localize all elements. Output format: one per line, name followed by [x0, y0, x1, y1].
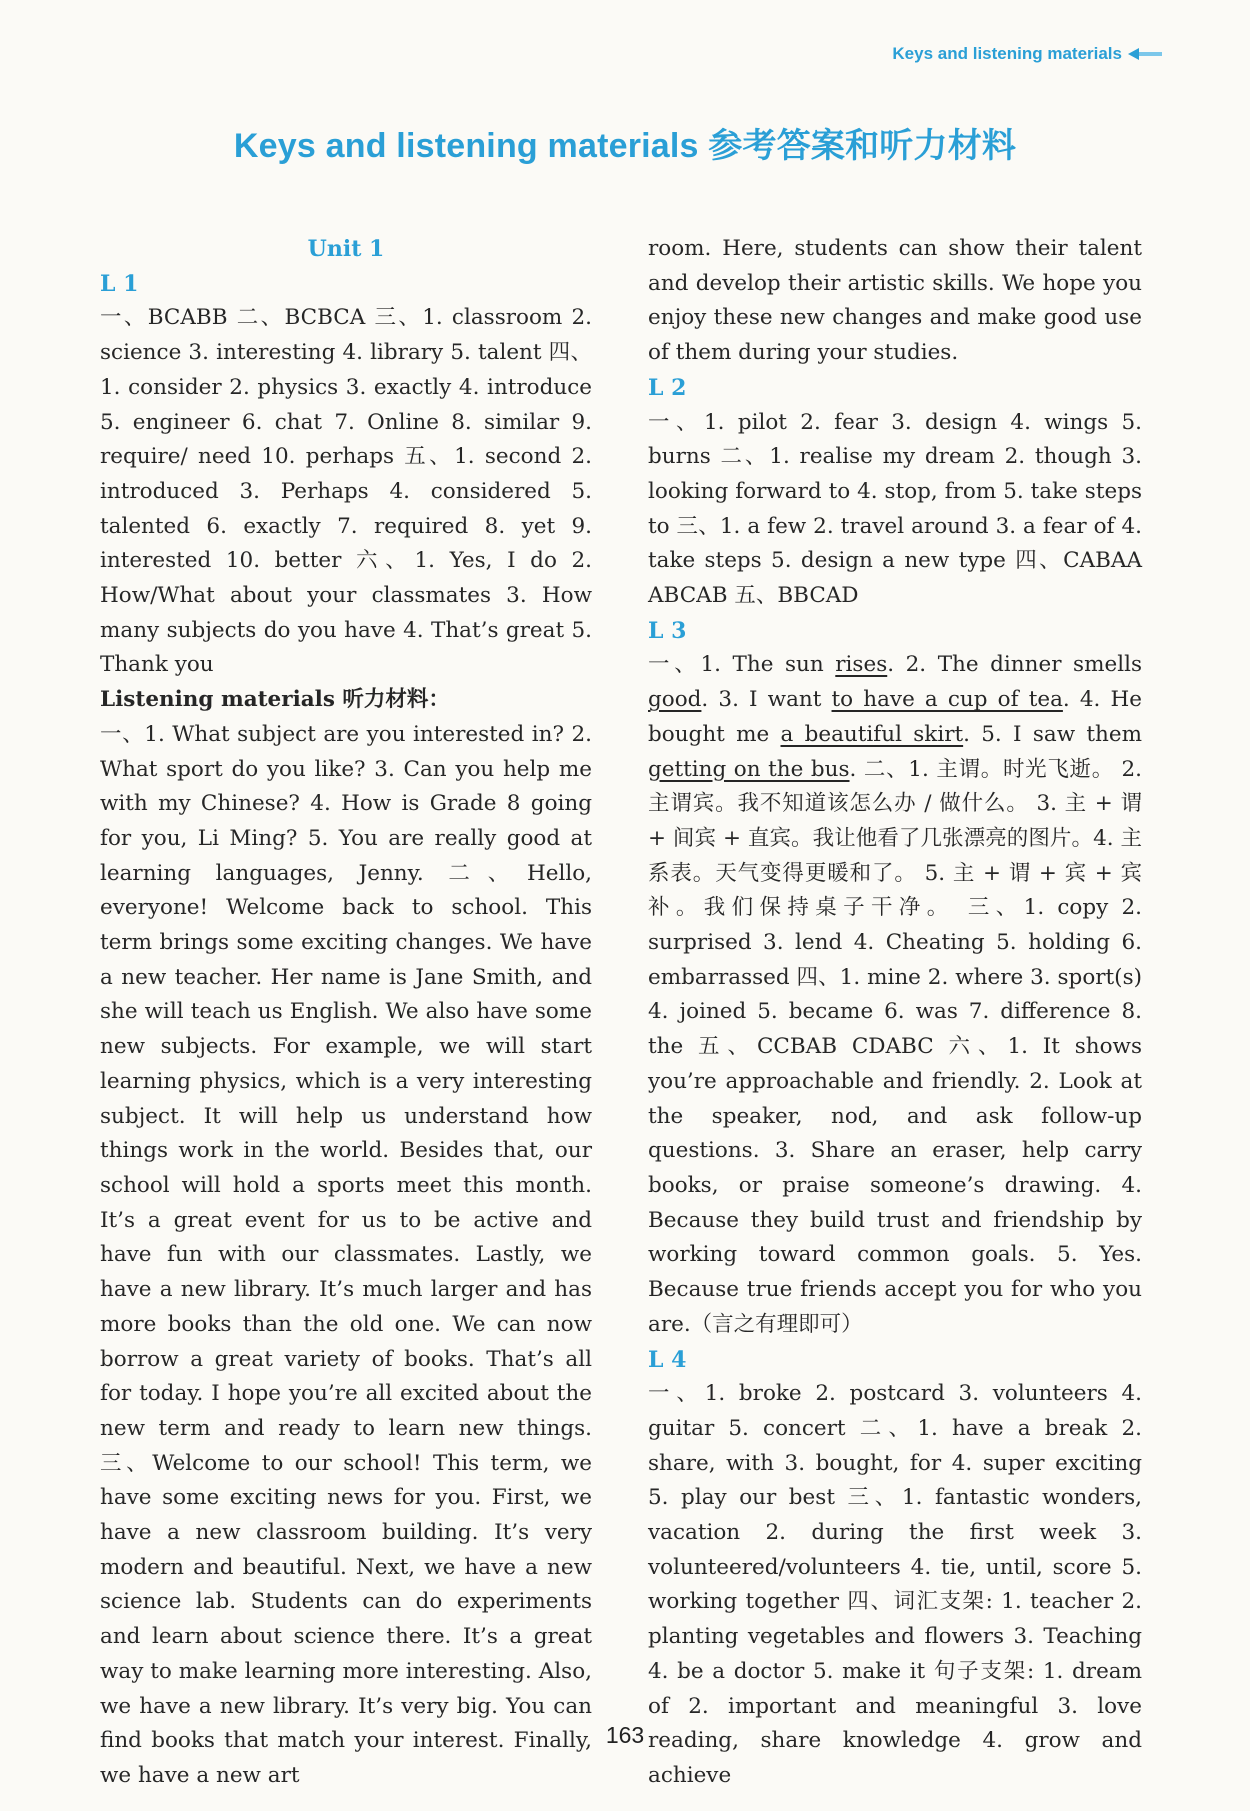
lesson-label-l4: L 4 [648, 1346, 687, 1373]
l2-answers: 一、1. pilot 2. fear 3. design 4. wings 5. burns 二、1. realise my dream 2. though 3. looking forward to 4. stop, from 5. take steps to 三、1. a few 2. travel around 3. a fear of 4. take steps 5. design a new type 四、CABAA ABCAB 五、BBCAD [648, 409, 1142, 609]
unit-heading: Unit 1 [307, 236, 385, 262]
l3-text: . 3. I want [701, 687, 832, 713]
l3-text: . 5. I saw them [963, 721, 1142, 747]
lesson-label-l3: L 3 [648, 617, 687, 644]
l3-text: 一、1. The sun [648, 652, 836, 678]
underlined-answer: to have a cup of tea [831, 687, 1063, 713]
l3-text: . 2. The dinner smells [887, 652, 1142, 678]
left-arrow-icon [1128, 48, 1162, 60]
page-number: 163 [605, 1722, 645, 1748]
underlined-answer: getting on the bus [648, 756, 850, 782]
listening-heading: Listening materials 听力材料： [100, 687, 450, 713]
underlined-answer: rises [835, 652, 888, 678]
underlined-answer: a beautiful skirt [780, 721, 964, 747]
underlined-answer: good [648, 687, 702, 713]
right-column [648, 232, 1142, 1794]
lesson-label-l1: L 1 [100, 270, 139, 297]
page-title: Keys and listening materials 参考答案和听力材料 [233, 127, 1017, 165]
running-header-title: Keys and listening materials [892, 44, 1122, 63]
l1-answers: 一、BCABB 二、BCBCA 三、1. classroom 2. science 3. interesting 4. library 5. talent 四、1. consider 2. physics 3. exactly 4. introduce 5. engineer 6. chat 7. Online 8. similar 9. require/ need 10. perhaps 五、1. second 2. introduced 3. Perhaps 4. considered 5. talented 6. exactly 7. required 8. yet 9. interested 10. better 六、1. Yes, I do 2. How/What about your classmates 3. How many subjects do you have 4. That’s great 5. Thank you [100, 305, 592, 678]
continued-text: room. Here, students can show their talent and develop their artistic skills. We hope you enjoy these new changes and make good use of them during your studies. [648, 236, 1142, 366]
l3-text: . 4. He bought me [648, 687, 1143, 747]
running-header [892, 44, 1162, 64]
lesson-label-l2: L 2 [648, 374, 687, 401]
l4-answers: 一、1. broke 2. postcard 3. volunteers 4. guitar 5. concert 二、1. have a break 2. share, with 3. bought, for 4. super exciting 5. play our best 三、1. fantastic wonders, vacation 2. during the first week 3. volunteered/volunteers 4. tie, until, score 5. working together 四、词汇支架: 1. teacher 2. planting vegetables and flowers 3. Teaching 4. be a doctor 5. make it 句子支架: 1. dream of 2. important and meaningful 3. love reading, share knowledge 4. grow and achieve [648, 1381, 1142, 1788]
listening-text: 一、1. What subject are you interested in? 2. What sport do you like? 3. Can you help me with my Chinese? 4. How is Grade 8 going for you, Li Ming? 5. You are really good at learning languages, Jenny. 二、Hello, everyone! Welcome back to school. This term brings some exciting changes. We have a new teacher. Her name is Jane Smith, and she will teach us English. We also have some new subjects. For example, we will start learning physics, which is a very interesting subject. It will help us understand how things work in the world. Besides that, our school will hold a sports meet this month. It’s a great event for us to be active and have fun with our classmates. Lastly, we have a new library. It’s much larger and has more books than the old one. We can now borrow a great variety of books. That’s all for today. I hope you’re all excited about the new term and ready to learn new things. 三、Welcome to our school! This term, we have some exciting news for you. First, we have a new classroom building. It’s very modern and beautiful. Next, we have a new science lab. Students can do experiments and learn about science there. It’s a great way to make learning more interesting. Also, we have a new library. It’s very big. You can find books that match your interest. Finally, we have a new art [100, 721, 592, 1788]
left-column [100, 232, 592, 1794]
l3-answers [648, 648, 1142, 1342]
l3-text: . 二、1. 主谓。时光飞逝。 2. 主谓宾。我不知道该怎么办 / 做什么。 3. 主 + 谓 + 间宾 + 直宾。我让他看了几张漂亮的图片。4. 主系表。天气变得更暖和了。 5. 主 + 谓 + 宾 + 宾补。我们保持桌子干净。 三、1. copy 2. surprised 3. lend 4. Cheating 5. holding 6. embarrassed 四、1. mine 2. where 3. sport(s) 4. joined 5. became 6. was 7. difference 8. the 五、CCBAB CDABC 六、1. It shows you’re approachable and friendly. 2. Look at the speaker, nod, and ask follow-up questions. 3. Share an eraser, help carry books, or praise someone’s drawing. 4. Because they build trust and friendship by working toward common goals. 5. Yes. Because true friends accept you for who you are.（言之有理即可） [648, 756, 1142, 1337]
